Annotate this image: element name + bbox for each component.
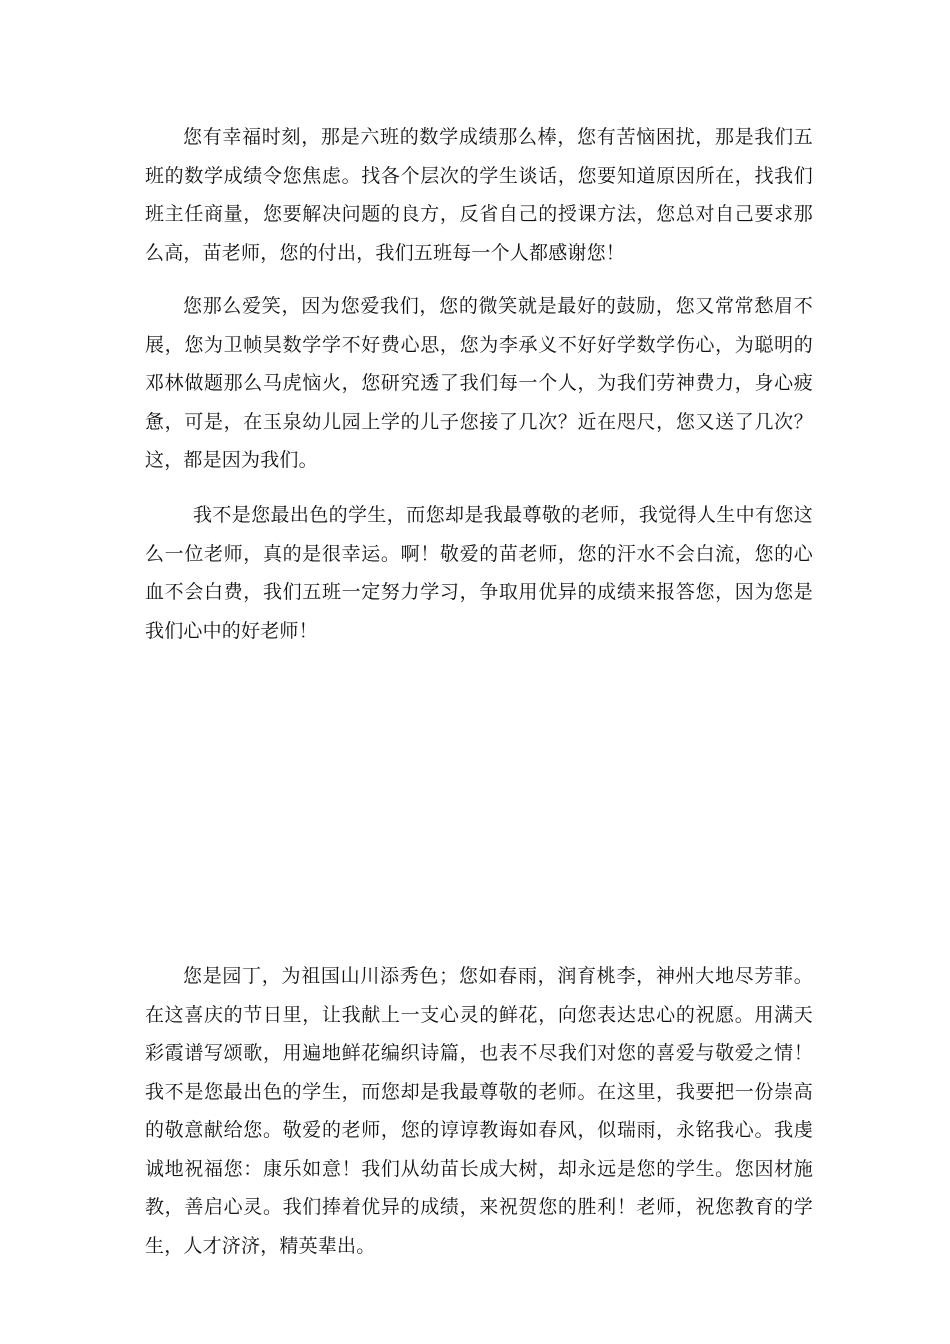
paragraph-4: 您是园丁，为祖国山川添秀色；您如春雨，润育桃李，神州大地尽芳菲。在这喜庆的节日里，让我献上一支心灵的鲜花，向您表达忠心的祝愿。用满天彩霞谱写颂歌，用遍地鲜花编织诗篇，也表不尽我们对您的喜爱与敬爱之情！我不是您最出色的学生，而您却是我最尊敬的老师。在这里，我要把一份崇高的敬意献给您。敬爱的老师，您的谆谆教诲如春风，似瑞雨，永铭我心。我虔诚地祝福您：康乐如意！我们从幼苗长成大树，却永远是您的学生。您因材施教，善启心灵。我们捧着优异的成绩，来祝贺您的胜利！老师，祝您教育的学生，人才济济，精英辈出。 (145, 965, 813, 1257)
paragraph-1: 您有幸福时刻，那是六班的数学成绩那么棒，您有苦恼困扰，那是我们五班的数学成绩令您焦虑。找各个层次的学生谈话，您要知道原因所在，找我们班主任商量，您要解决问题的良方，反省自己的授课方法，您总对自己要求那么高，苗老师，您的付出，我们五班每一个人都感谢您！ (145, 126, 813, 264)
paragraph-2: 您那么爱笑，因为您爱我们，您的微笑就是最好的鼓励，您又常常愁眉不展，您为卫帧昊数学学不好费心思，您为李承义不好好学数学伤心，为聪明的邓林做题那么马虎恼火，您研究透了我们每一个人，为我们劳神费力，身心疲惫，可是，在玉泉幼儿园上学的儿子您接了几次？近在咫尺，您又送了几次？这，都是因为我们。 (145, 295, 813, 471)
paragraph-3: 我不是您最出色的学生，而您却是我最尊敬的老师，我觉得人生中有您这么一位老师，真的是很幸运。啊！敬爱的苗老师，您的汗水不会白流，您的心血不会白费，我们五班一定努力学习，争取用优异的成绩来报答您，因为您是我们心中的好老师！ (145, 504, 813, 642)
